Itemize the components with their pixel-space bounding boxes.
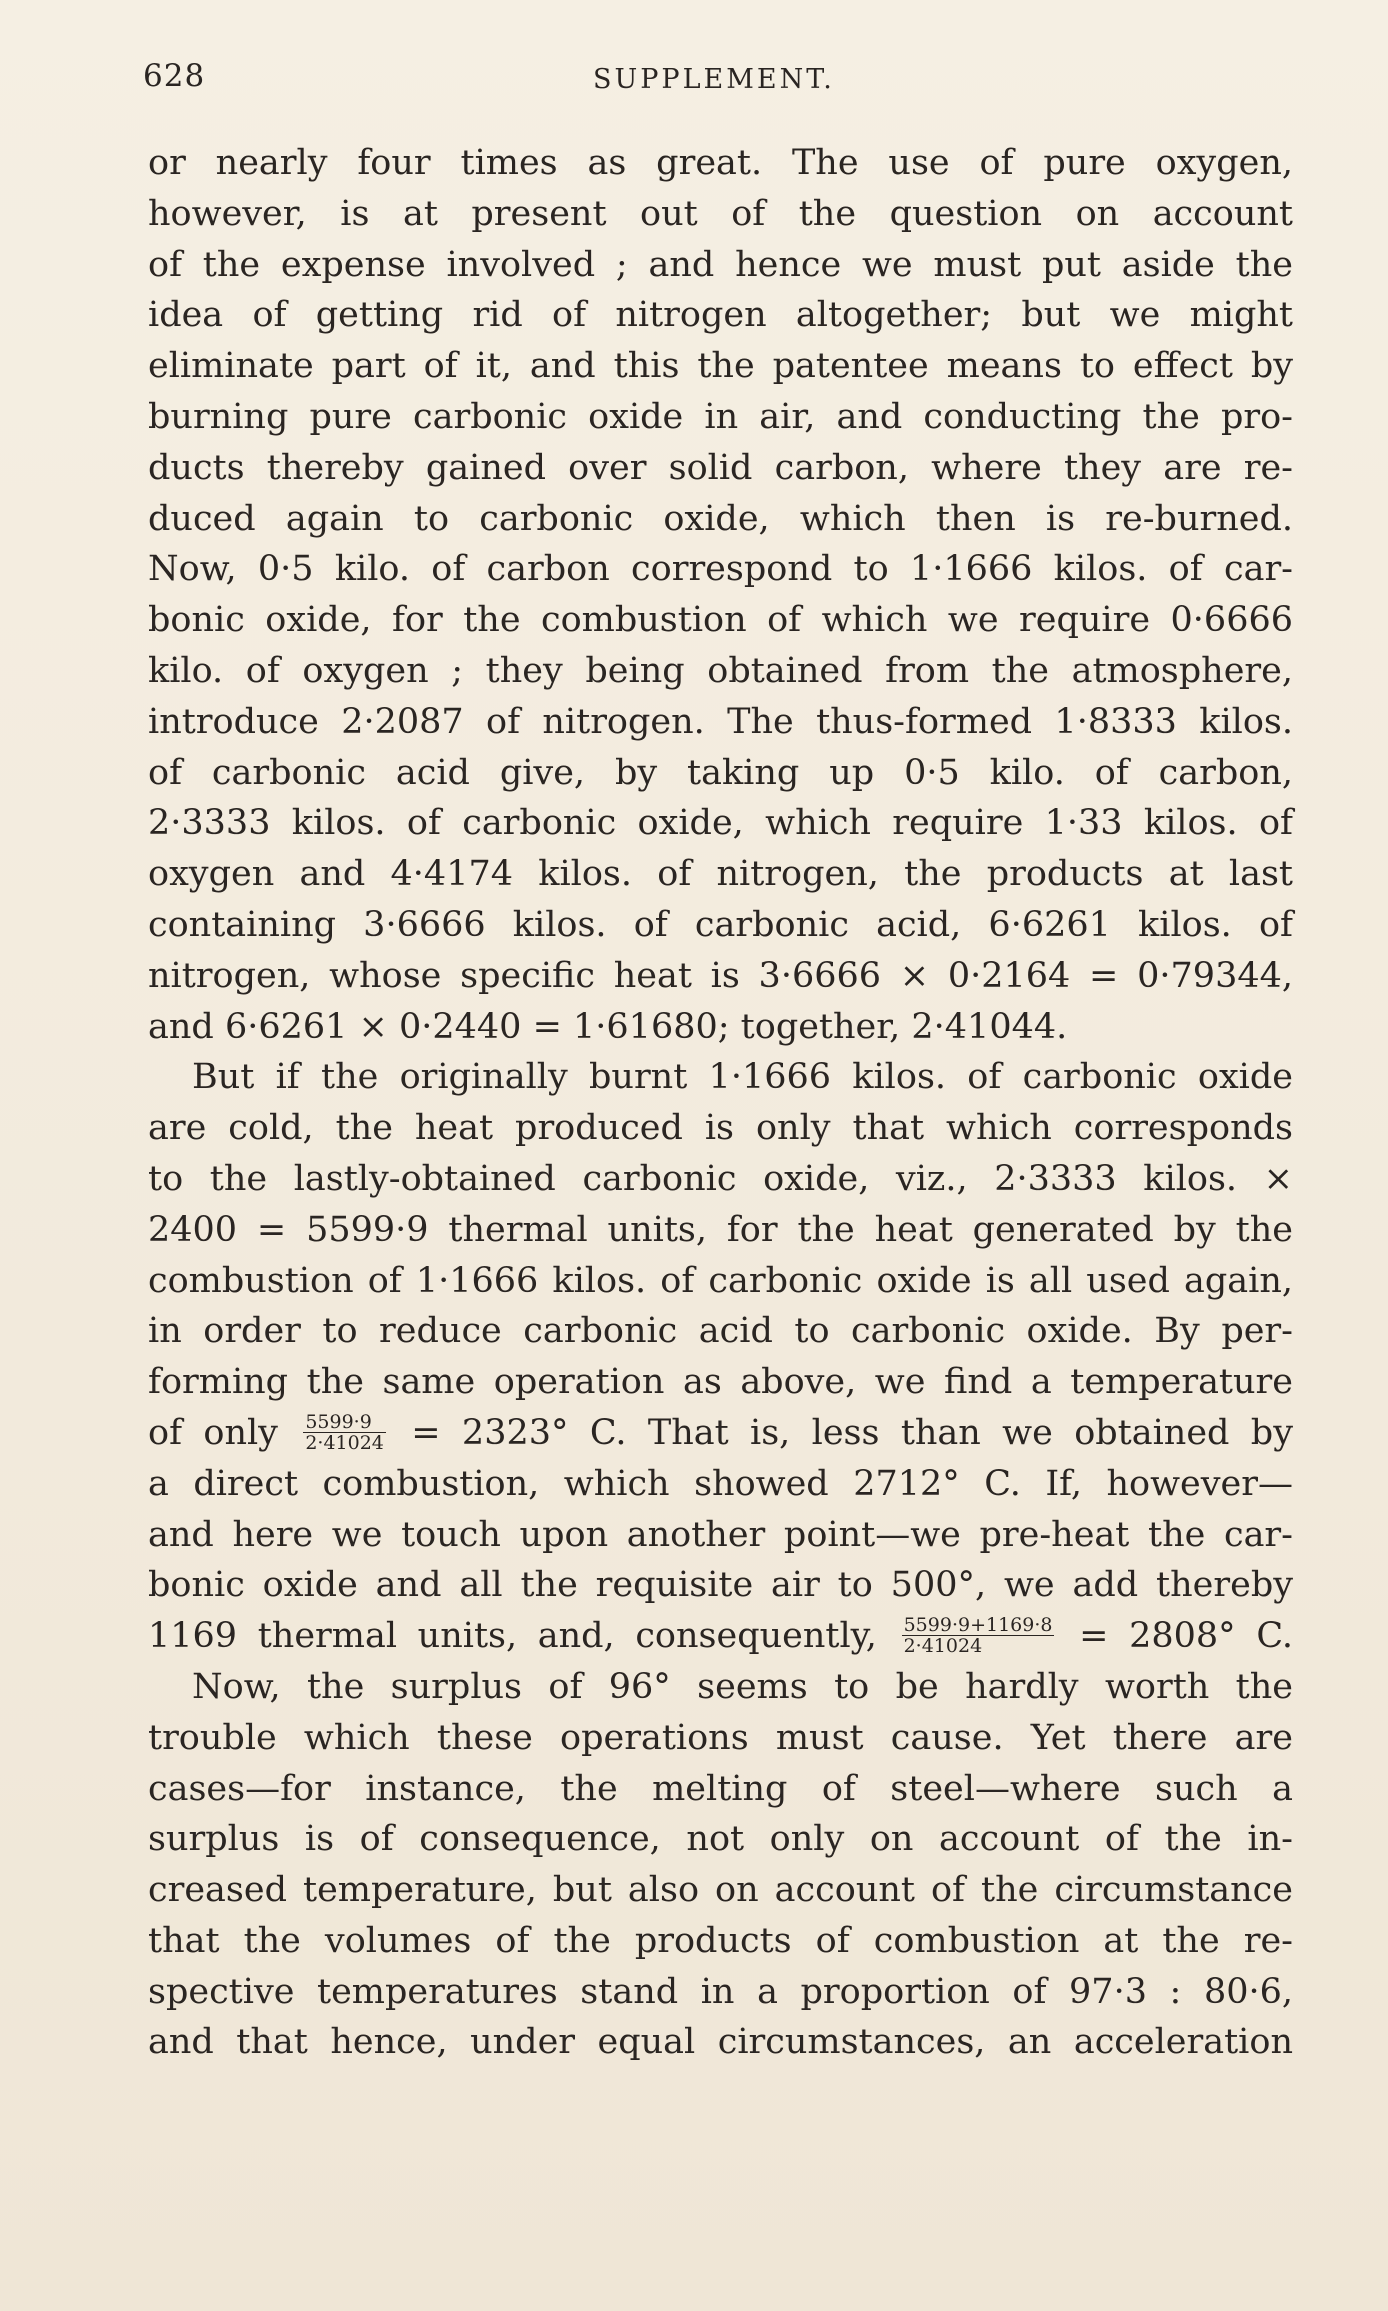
text-line-with-fraction — [148, 1611, 1293, 1662]
fraction-denominator: 2·41024 — [903, 1635, 983, 1658]
text-line: forming the same operation as above, we find a temperature — [148, 1362, 1293, 1403]
text-line: or nearly four times as great. The use of pure oxygen, — [148, 143, 1293, 183]
text-line: containing 3·6666 kilos. of carbonic acid, 6·6261 kilos. of — [148, 904, 1293, 945]
text-line: kilo. of oxygen ; they being obtained from the atmosphere, — [148, 650, 1293, 691]
line-segment: 1169 thermal units, and, consequently, — [148, 1616, 877, 1657]
text-line: of carbonic acid give, by taking up 0·5 kilo. of carbon, — [148, 752, 1293, 793]
running-head: SUPPLEMENT. — [593, 64, 835, 95]
text-line: introduce 2·2087 of nitrogen. The thus-formed 1·8333 kilos. — [148, 701, 1293, 742]
text-line: 2400 = 5599·9 thermal units, for the heat generated by the — [148, 1209, 1293, 1250]
line-segment: of only — [148, 1412, 278, 1453]
line-segment: = 2808° C. — [1079, 1616, 1293, 1657]
text-line: in order to reduce carbonic acid to carbonic oxide. By per- — [148, 1311, 1293, 1352]
page-header — [143, 58, 1295, 104]
text-line: surplus is of consequence, not only on account of the in- — [148, 1819, 1293, 1860]
page-number: 628 — [143, 58, 206, 94]
fraction-numerator: 5599·9+1169·8 — [903, 1614, 1053, 1637]
text-line-with-fraction — [148, 1408, 1293, 1459]
text-line: spective temperatures stand in a proportion of 97·3 : 80·6, — [148, 1971, 1293, 2012]
text-line: and that hence, under equal circumstances, an acceleration — [148, 2022, 1293, 2063]
text-line: a direct combustion, which showed 2712° C. If, however— — [148, 1463, 1293, 1504]
text-line: idea of getting rid of nitrogen altogether; but we might — [148, 295, 1293, 336]
text-line: But if the originally burnt 1·1666 kilos. of carbonic oxide — [192, 1057, 1293, 1098]
text-line: to the lastly-obtained carbonic oxide, viz., 2·3333 kilos. × — [148, 1158, 1293, 1199]
text-line: eliminate part of it, and this the patentee means to effect by — [148, 346, 1293, 387]
text-line: Now, 0·5 kilo. of carbon correspond to 1·1666 kilos. of car- — [148, 549, 1293, 590]
text-line: bonic oxide, for the combustion of which we require 0·6666 — [148, 600, 1293, 641]
text-line: combustion of 1·1666 kilos. of carbonic oxide is all used again, — [148, 1260, 1293, 1301]
text-line: creased temperature, but also on account of the circumstance — [148, 1870, 1293, 1911]
line-segment: = 2323° C. That is, less than we obtained by — [411, 1412, 1293, 1453]
text-line: ducts thereby gained over solid carbon, where they are re- — [148, 447, 1293, 488]
text-line: of the expense involved ; and hence we must put aside the — [148, 244, 1293, 285]
fraction — [303, 1412, 386, 1453]
fraction-denominator: 2·41024 — [305, 1431, 384, 1454]
text-line: that the volumes of the products of combustion at the re- — [148, 1920, 1293, 1961]
text-line: cases—for instance, the melting of steel—where such a — [148, 1768, 1293, 1809]
text-line: nitrogen, whose specific heat is 3·6666 × 0·2164 = 0·79344, — [148, 955, 1293, 996]
body-text — [148, 138, 1293, 2068]
text-line: duced again to carbonic oxide, which then is re-burned. — [148, 498, 1293, 539]
text-line: 2·3333 kilos. of carbonic oxide, which require 1·33 kilos. of — [148, 803, 1293, 844]
text-line: and here we touch upon another point—we pre-heat the car- — [148, 1514, 1293, 1555]
text-line: and 6·6261 × 0·2440 = 1·61680; together, 2·41044. — [148, 1006, 1068, 1047]
text-line: are cold, the heat produced is only that which corresponds — [148, 1108, 1293, 1149]
text-line: trouble which these operations must cause. Yet there are — [148, 1717, 1293, 1758]
fraction-numerator: 5599·9 — [303, 1412, 386, 1433]
text-line: bonic oxide and all the requisite air to 500°, we add thereby — [148, 1565, 1293, 1606]
fraction — [902, 1615, 1055, 1656]
text-line: oxygen and 4·4174 kilos. of nitrogen, the products at last — [148, 854, 1293, 895]
text-line: burning pure carbonic oxide in air, and conducting the pro- — [148, 396, 1293, 437]
text-line: Now, the surplus of 96° seems to be hardly worth the — [192, 1666, 1293, 1707]
text-line: however, is at present out of the question on account — [148, 193, 1293, 234]
